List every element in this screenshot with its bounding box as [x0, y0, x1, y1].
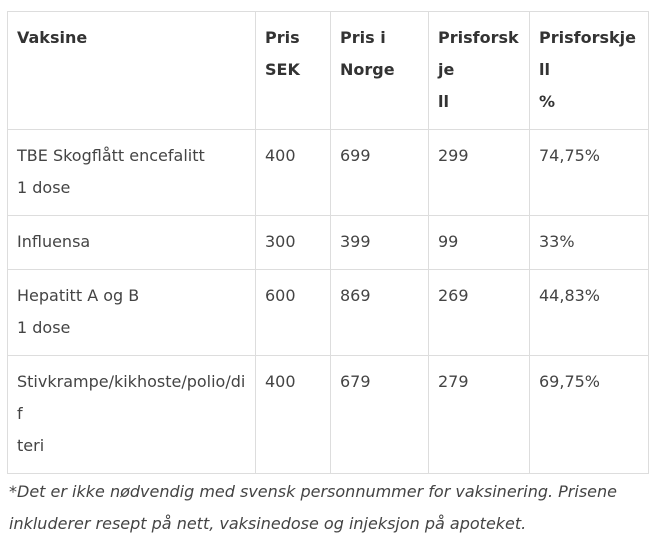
cell-text: 400: [265, 372, 296, 391]
cell-text: 269: [438, 286, 469, 305]
vaccine-price-table: [7, 11, 649, 474]
footnote: [7, 476, 649, 540]
cell-vaksine: [8, 130, 256, 216]
header-text: Prisforskjell: [539, 28, 636, 79]
table-row: [8, 130, 649, 216]
header-text: Prisforskje: [438, 28, 519, 79]
cell-text: Stivkrampe/kikhoste/polio/dif: [17, 372, 246, 423]
cell-text: teri: [17, 436, 45, 455]
cell-prisforskjell: [429, 356, 530, 474]
cell-pris-norge: [331, 216, 429, 270]
header-text: ll: [438, 92, 449, 111]
header-vaksine: [8, 12, 256, 130]
header-text: Pris i: [340, 28, 386, 47]
table-row: [8, 216, 649, 270]
cell-text: 1 dose: [17, 178, 71, 197]
cell-text: Hepatitt A og B: [17, 286, 140, 305]
cell-prisforskjell-percent: [530, 270, 649, 356]
table-header-row: [8, 12, 649, 130]
cell-vaksine: [8, 270, 256, 356]
cell-prisforskjell: [429, 270, 530, 356]
footnote-line: *Det er ikke nødvendig med svensk personnummer for vaksinering. Prisene: [9, 482, 617, 501]
header-text: Vaksine: [17, 28, 88, 47]
cell-pris-norge: [331, 270, 429, 356]
header-text: %: [539, 92, 556, 111]
cell-text: 44,83%: [539, 286, 601, 305]
header-pris-sek: [256, 12, 331, 130]
cell-text: 679: [340, 372, 371, 391]
cell-pris-sek: [256, 270, 331, 356]
cell-text: 279: [438, 372, 469, 391]
cell-text: 869: [340, 286, 371, 305]
cell-text: 699: [340, 146, 371, 165]
cell-text: 33%: [539, 232, 575, 251]
cell-prisforskjell-percent: [530, 216, 649, 270]
cell-vaksine: [8, 356, 256, 474]
cell-text: 74,75%: [539, 146, 601, 165]
content: [7, 11, 648, 540]
header-text: Pris: [265, 28, 300, 47]
footnote-line: inkluderer resept på nett, vaksinedose og injeksjon på apoteket.: [9, 514, 527, 533]
cell-text: 99: [438, 232, 459, 251]
table-row: [8, 356, 649, 474]
cell-pris-sek: [256, 216, 331, 270]
cell-pris-sek: [256, 130, 331, 216]
cell-prisforskjell: [429, 216, 530, 270]
cell-text: TBE Skogflått encefalitt: [17, 146, 205, 165]
table-row: [8, 270, 649, 356]
cell-pris-norge: [331, 130, 429, 216]
cell-text: 69,75%: [539, 372, 601, 391]
cell-text: 399: [340, 232, 371, 251]
cell-pris-sek: [256, 356, 331, 474]
header-text: Norge: [340, 60, 395, 79]
cell-vaksine: [8, 216, 256, 270]
cell-prisforskjell-percent: [530, 130, 649, 216]
cell-prisforskjell: [429, 130, 530, 216]
cell-text: Influensa: [17, 232, 91, 251]
cell-text: 299: [438, 146, 469, 165]
cell-text: 300: [265, 232, 296, 251]
header-pris-norge: [331, 12, 429, 130]
header-text: SEK: [265, 60, 300, 79]
cell-text: 400: [265, 146, 296, 165]
header-prisforskjell: [429, 12, 530, 130]
cell-prisforskjell-percent: [530, 356, 649, 474]
cell-text: 1 dose: [17, 318, 71, 337]
cell-pris-norge: [331, 356, 429, 474]
cell-text: 600: [265, 286, 296, 305]
header-prisforskjell-percent: [530, 12, 649, 130]
